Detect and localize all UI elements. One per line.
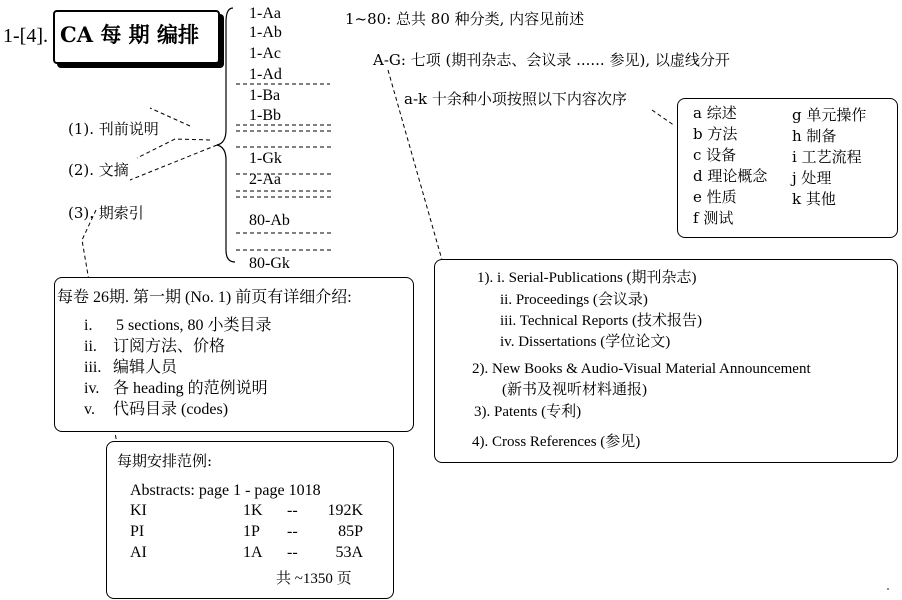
index-end: 53A (335, 544, 363, 561)
category-line: 2). New Books & Audio-Visual Material Announcement (472, 361, 811, 377)
volume-header: 每卷 26期. 第一期 (No. 1) 前页有详细介绍: (57, 289, 352, 306)
section-item: 1-Ac (249, 45, 281, 62)
index-sep: -- (287, 502, 298, 519)
subitem: g 单元操作 (792, 106, 867, 124)
index-start: 1P (243, 523, 260, 540)
index-end: 85P (338, 523, 363, 540)
subitem: i 工艺流程 (792, 148, 862, 166)
category-line: 4). Cross References (参见) (472, 434, 641, 450)
section-item: 1-Ad (249, 66, 282, 83)
subitem: b 方法 (693, 125, 738, 143)
total-pages: 共 ~1350 页 (276, 571, 352, 587)
ak-note: a-k 十余种小项按照以下内容次序 (404, 90, 627, 108)
category-line: iii. Technical Reports (技术报告) (500, 313, 702, 329)
page-title: CA 每 期 编排 (60, 22, 199, 47)
section-item: 1-Ba (249, 87, 281, 104)
category-line: (新书及视听材料通报) (502, 382, 647, 398)
section-item: 2-Aa (249, 171, 281, 188)
subitem: k 其他 (792, 190, 836, 208)
subitem: c 设备 (693, 146, 737, 164)
range-note: 1~80: 总共 80 种分类, 内容见前述 (345, 10, 585, 28)
volume-item-text: 编辑人员 (113, 359, 178, 376)
category-line: ii. Proceedings (会议录) (500, 292, 648, 308)
abstracts-range: Abstracts: page 1 - page 1018 (130, 482, 321, 499)
section-item: 1-Ab (249, 24, 282, 41)
part-label: (2). 文摘 (68, 161, 129, 179)
subitem: f 测试 (693, 209, 734, 227)
index-code: AI (130, 544, 147, 561)
section-item: 80-Ab (249, 212, 290, 229)
volume-item-text: 代码目录 (codes) (113, 401, 229, 418)
volume-item-text: 订阅方法、价格 (113, 338, 226, 355)
subitem: e 性质 (693, 188, 737, 206)
volume-item-num: iii. (84, 359, 102, 376)
subitem: a 综述 (693, 104, 737, 122)
ag-note: A-G: 七项 (期刊杂志、会议录 ...... 参见), 以虚线分开 (373, 51, 730, 69)
section-item: 80-Gk (249, 255, 290, 272)
index-sep: -- (287, 544, 298, 561)
part-label: (3). 期索引 (68, 204, 144, 222)
index-start: 1K (243, 502, 263, 519)
example-header: 每期安排范例: (117, 452, 213, 470)
subitem: d 理论概念 (693, 167, 768, 185)
category-line: iv. Dissertations (学位论文) (500, 334, 671, 350)
part-label: (1). 刊前说明 (68, 120, 159, 138)
index-sep: -- (287, 523, 298, 540)
volume-item-num: iv. (84, 380, 100, 397)
subitem: h 制备 (792, 127, 837, 145)
section-item: 1-Aa (249, 5, 281, 22)
category-line: 3). Patents (专利) (474, 404, 582, 420)
volume-item-text: 5 sections, 80 小类目录 (116, 317, 272, 334)
index-start: 1A (243, 544, 263, 561)
index-end: 192K (327, 502, 363, 519)
index-code: PI (130, 523, 145, 540)
title-prefix: 1-[4]. (3, 25, 48, 47)
volume-item-num: i. (84, 317, 93, 334)
index-code: KI (130, 502, 147, 519)
volume-item-num: ii. (84, 338, 97, 355)
category-line: 1). i. Serial-Publications (期刊杂志) (477, 270, 697, 286)
subitem: j 处理 (792, 169, 832, 187)
volume-item-num: v. (84, 401, 95, 418)
volume-item-text: 各 heading 的范例说明 (113, 380, 268, 397)
section-item: 1-Gk (249, 150, 282, 167)
section-item: 1-Bb (249, 107, 281, 124)
